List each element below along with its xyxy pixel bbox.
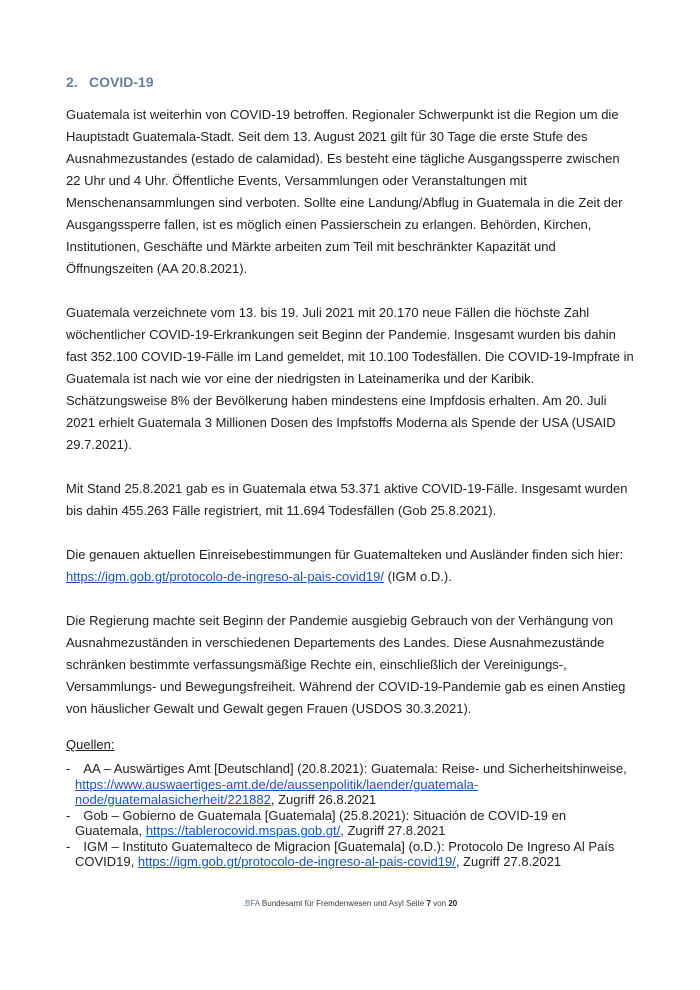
footer-org: Bundesamt für Fremdenwesen und Asyl	[261, 899, 404, 908]
source-item-aa	[66, 761, 634, 808]
entry-requirements-text: Die genauen aktuellen Einreisebestimmungen für Guatemalteken und Ausländer finden sich hier:	[66, 547, 624, 562]
source-link-gob[interactable]: https://tablerocovid.mspas.gob.gt/	[145, 823, 341, 838]
footer-page-number: 7	[426, 899, 431, 908]
bullet-dash: -	[66, 807, 71, 823]
entry-requirements-suffix: (IGM o.D.).	[383, 569, 452, 584]
source-text: Gob – Gobierno de Guatemala [Guatemala] (25.8.2021): Situación de COVID-19 en Guatemala,	[75, 807, 567, 838]
igm-protocol-link[interactable]: https://igm.gob.gt/protocolo-de-ingreso-al-pais-covid19/	[66, 569, 384, 584]
source-text: IGM – Instituto Guatemalteco de Migracion [Guatemala] (o.D.): Protocolo De Ingreso Al País COVID19,	[75, 838, 615, 869]
sources-list	[66, 761, 634, 870]
source-suffix: , Zugriff 27.8.2021	[340, 823, 446, 838]
source-suffix: , Zugriff 27.8.2021	[455, 854, 562, 869]
source-item-igm	[66, 839, 634, 870]
paragraph-covid-situation: Guatemala ist weiterhin von COVID-19 betroffen. Regionaler Schwerpunkt ist die Region um die Hauptstadt Guatemala-Stadt. Seit dem 13. August 2021 gilt für 30 Tage die erste Stufe des Ausnahmezustandes (estado de calamidad). Es besteht eine tägliche Ausgangssperre zwischen 22 Uhr und 4 Uhr. Öffentliche Events, Versammlungen oder Veranstaltungen mit Menschenansammlungen sind verboten. Sollte eine Landung/Abflug in Guatemala in die Zeit der Ausgangssperre fallen, ist es möglich einen Passierschein zu erlangen. Behörden, Kirchen, Institutionen, Geschäfte und Märkte arbeiten zum Teil mit beschränkter Kapazität und Öffnungszeiten (AA 20.8.2021).	[66, 107, 623, 276]
bullet-dash: -	[66, 838, 71, 854]
paragraph-case-numbers: Guatemala verzeichnete vom 13. bis 19. Juli 2021 mit 20.170 neue Fällen die höchste Zahl wöchentlicher COVID-19-Erkrankungen seit Beginn der Pandemie. Insgesamt wurden bis dahin fast 352.100 COVID-19-Fälle im Land gemeldet, mit 10.100 Todesfällen. Die COVID-19-Impfrate in Guatemala ist nach wie vor eine der niedrigsten in Lateinamerika und der Karibik. Schätzungsweise 8% der Bevölkerung haben mindestens eine Impfdosis erhalten. Am 20. Juli 2021 erhielt Guatemala 3 Millionen Dosen des Impfstoffs Moderna als Spende der USA (USAID 29.7.2021).	[66, 305, 634, 452]
footer-of-word: von	[433, 899, 447, 908]
footer-total-pages: 20	[448, 899, 458, 908]
section-title: COVID-19	[89, 74, 154, 90]
source-link-igm[interactable]: https://igm.gob.gt/protocolo-de-ingreso-al-pais-covid19/	[137, 854, 456, 869]
source-suffix: , Zugriff 26.8.2021	[270, 792, 377, 807]
page-footer	[0, 899, 700, 909]
paragraph-active-cases: Mit Stand 25.8.2021 gab es in Guatemala etwa 53.371 aktive COVID-19-Fälle. Insgesamt wurden bis dahin 455.263 Fälle registriert, mit 11.694 Todesfällen (Gob 25.8.2021).	[66, 481, 628, 518]
footer-page-word: Seite	[406, 899, 425, 908]
bfa-logo: .BFA	[242, 899, 260, 908]
source-link-aa[interactable]: https://www.auswaertiges-amt.de/de/aussenpolitik/laender/guatemala-node/guatemalasicherheit/221882	[75, 776, 479, 807]
paragraph-state-of-emergency: Die Regierung machte seit Beginn der Pandemie ausgiebig Gebrauch von der Verhängung von Ausnahmezuständen in verschiedenen Departements des Landes. Diese Ausnahmezustände schränken bestimmte verfassungsmäßige Rechte ein, einschließlich der Vereinigungs-, Versammlungs- und Bewegungsfreiheit. Während der COVID-19-Pandemie gab es einen Anstieg von häuslicher Gewalt und Gewalt gegen Frauen (USDOS 30.3.2021).	[66, 613, 626, 716]
section-number: 2.	[66, 74, 78, 90]
bullet-dash: -	[66, 761, 71, 776]
source-text: AA – Auswärtiges Amt [Deutschland] (20.8.2021): Guatemala: Reise- und Sicherheitshinweise,	[83, 761, 627, 776]
section-heading	[66, 74, 634, 91]
sources-label: Quellen:	[66, 737, 115, 752]
source-item-gob	[66, 808, 634, 839]
paragraph-entry-requirements	[66, 544, 634, 588]
